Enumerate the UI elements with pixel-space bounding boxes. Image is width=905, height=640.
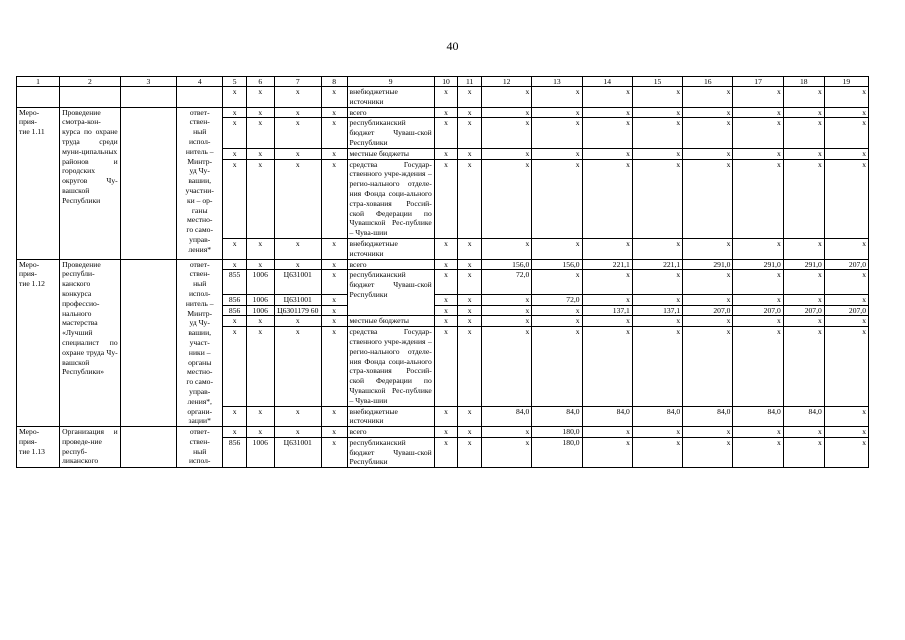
value-cell: x bbox=[481, 107, 531, 118]
value-cell: 291,0 bbox=[683, 259, 733, 270]
event-code: Меро- прия- тие 1.11 bbox=[17, 107, 60, 259]
code-cell: x bbox=[223, 316, 247, 327]
value-cell: x bbox=[683, 294, 733, 305]
value-cell: x bbox=[458, 148, 482, 159]
value-cell: x bbox=[582, 238, 632, 259]
funding-source-cell: республиканский бюджет Чуваш-ской Республики bbox=[347, 118, 434, 148]
code-cell: x bbox=[321, 305, 347, 316]
header-cell: 9 bbox=[347, 77, 434, 87]
value-cell: x bbox=[458, 316, 482, 327]
value-cell: x bbox=[824, 270, 868, 294]
code-cell: x bbox=[223, 406, 247, 427]
funding-source-cell: местные бюджеты bbox=[347, 316, 434, 327]
value-cell: 207,0 bbox=[824, 305, 868, 316]
table-row bbox=[17, 259, 869, 270]
value-cell: x bbox=[582, 327, 632, 406]
value-cell: x bbox=[481, 87, 531, 108]
value-cell: x bbox=[434, 87, 458, 108]
value-cell: x bbox=[824, 427, 868, 438]
value-cell: x bbox=[481, 238, 531, 259]
value-cell: 291,0 bbox=[733, 259, 783, 270]
value-cell: 84,0 bbox=[532, 406, 582, 427]
value-cell: 156,0 bbox=[481, 259, 531, 270]
value-cell: x bbox=[582, 270, 632, 294]
value-cell: x bbox=[683, 148, 733, 159]
code-cell: x bbox=[223, 427, 247, 438]
page-number: 40 bbox=[446, 39, 459, 53]
value-cell: x bbox=[458, 118, 482, 148]
code-cell: x bbox=[223, 259, 247, 270]
code-cell: x bbox=[223, 118, 247, 148]
value-cell: x bbox=[582, 294, 632, 305]
value-cell: x bbox=[582, 107, 632, 118]
code-cell: 855 bbox=[223, 270, 247, 294]
code-cell: x bbox=[321, 159, 347, 238]
value-cell: x bbox=[632, 437, 682, 467]
value-cell: x bbox=[434, 259, 458, 270]
value-cell: x bbox=[532, 87, 582, 108]
value-cell: x bbox=[632, 294, 682, 305]
code-cell: Ц631001 bbox=[274, 437, 321, 467]
value-cell: x bbox=[824, 316, 868, 327]
value-cell: x bbox=[481, 437, 531, 467]
funding-source-cell: местные бюджеты bbox=[347, 148, 434, 159]
header-cell: 8 bbox=[321, 77, 347, 87]
header-cell: 19 bbox=[824, 77, 868, 87]
header-cell: 16 bbox=[683, 77, 733, 87]
value-cell: x bbox=[824, 406, 868, 427]
header-cell: 7 bbox=[274, 77, 321, 87]
value-cell: x bbox=[824, 294, 868, 305]
value-cell: x bbox=[632, 427, 682, 438]
value-cell: x bbox=[434, 437, 458, 467]
code-cell: x bbox=[274, 406, 321, 427]
value-cell: x bbox=[532, 270, 582, 294]
value-cell: 180,0 bbox=[532, 427, 582, 438]
code-cell: x bbox=[246, 159, 274, 238]
event-title: Проведение смотра-кон-курса по охране труда среди муни-ципальных районов и городских округов Чу-вашской Республики bbox=[60, 107, 121, 259]
value-cell: x bbox=[824, 327, 868, 406]
code-cell: x bbox=[274, 259, 321, 270]
value-cell: 84,0 bbox=[481, 406, 531, 427]
value-cell: x bbox=[582, 87, 632, 108]
code-cell: x bbox=[321, 238, 347, 259]
value-cell: x bbox=[458, 406, 482, 427]
value-cell: x bbox=[532, 118, 582, 148]
value-cell: x bbox=[783, 427, 824, 438]
value-cell: 291,0 bbox=[783, 259, 824, 270]
value-cell: 84,0 bbox=[783, 406, 824, 427]
value-cell: x bbox=[733, 427, 783, 438]
code-cell: 856 bbox=[223, 437, 247, 467]
code-cell: x bbox=[246, 238, 274, 259]
value-cell: x bbox=[434, 159, 458, 238]
value-cell: 137,1 bbox=[632, 305, 682, 316]
code-cell: x bbox=[246, 148, 274, 159]
value-cell: 84,0 bbox=[582, 406, 632, 427]
code-cell: x bbox=[321, 294, 347, 305]
code-cell: x bbox=[223, 87, 247, 108]
value-cell: x bbox=[783, 294, 824, 305]
header-cell: 15 bbox=[632, 77, 682, 87]
funding-source-cell: всего bbox=[347, 259, 434, 270]
code-cell: x bbox=[246, 118, 274, 148]
value-cell: x bbox=[683, 427, 733, 438]
code-cell: 1006 bbox=[246, 294, 274, 305]
value-cell: x bbox=[532, 327, 582, 406]
code-cell: x bbox=[274, 327, 321, 406]
event-title: Проведение республи-канского конкурса профессио-нального мастерства «Лучший специалист по охране труда Чу-вашской Республики» bbox=[60, 259, 121, 427]
funding-source-cell: средства Государ-ственного учре-ждения – регио-нального отделе-ния Фонда соци-ального стра-хования Россий-ской Федерации по Чувашской Рес-публике – Чува-шии bbox=[347, 159, 434, 238]
value-cell: x bbox=[683, 107, 733, 118]
value-cell: x bbox=[824, 148, 868, 159]
value-cell: x bbox=[824, 238, 868, 259]
value-cell: x bbox=[632, 270, 682, 294]
code-cell: x bbox=[321, 148, 347, 159]
value-cell: x bbox=[434, 427, 458, 438]
code-cell: x bbox=[223, 159, 247, 238]
value-cell: x bbox=[481, 305, 531, 316]
value-cell: x bbox=[532, 316, 582, 327]
value-cell: x bbox=[783, 238, 824, 259]
header-cell: 13 bbox=[532, 77, 582, 87]
value-cell: x bbox=[458, 327, 482, 406]
empty-cell bbox=[177, 87, 223, 108]
code-cell: 1006 bbox=[246, 305, 274, 316]
code-cell: 856 bbox=[223, 305, 247, 316]
value-cell: x bbox=[434, 305, 458, 316]
value-cell: 221,1 bbox=[632, 259, 682, 270]
event-title: Организация и проведе-ние респуб-ликанского bbox=[60, 427, 121, 468]
code-cell: x bbox=[274, 118, 321, 148]
value-cell: x bbox=[434, 294, 458, 305]
funding-source-cell: всего bbox=[347, 107, 434, 118]
event-executor: ответ- ствен- ный испол- нитель – Минтр- уд Чу- вашии, участни- ки – ор- ганы местно- го само- управ- ления* bbox=[177, 107, 223, 259]
value-cell: 72,0 bbox=[532, 294, 582, 305]
code-cell: Ц631001 bbox=[274, 294, 321, 305]
value-cell: x bbox=[683, 316, 733, 327]
code-cell: x bbox=[274, 316, 321, 327]
budget-table bbox=[16, 76, 869, 468]
code-cell: x bbox=[274, 427, 321, 438]
code-cell: x bbox=[321, 107, 347, 118]
value-cell: x bbox=[632, 118, 682, 148]
value-cell: 207,0 bbox=[683, 305, 733, 316]
header-cell: 6 bbox=[246, 77, 274, 87]
header-cell: 12 bbox=[481, 77, 531, 87]
value-cell: x bbox=[458, 294, 482, 305]
value-cell: x bbox=[632, 107, 682, 118]
value-cell: x bbox=[683, 238, 733, 259]
value-cell: x bbox=[683, 87, 733, 108]
value-cell: x bbox=[632, 159, 682, 238]
code-cell: x bbox=[223, 148, 247, 159]
value-cell: x bbox=[824, 437, 868, 467]
value-cell: 156,0 bbox=[532, 259, 582, 270]
code-cell: x bbox=[246, 427, 274, 438]
header-cell: 2 bbox=[60, 77, 121, 87]
value-cell: x bbox=[824, 118, 868, 148]
funding-source-cell: средства Государ-ственного учре-ждения – регио-нального отделе-ния Фонда соци-ального стра-хования Россий-ской Федерации по Чувашской Рес-публике – Чува-шии bbox=[347, 327, 434, 406]
code-cell: Ц6301179 60 bbox=[274, 305, 321, 316]
value-cell: x bbox=[783, 159, 824, 238]
code-cell: x bbox=[246, 316, 274, 327]
value-cell: x bbox=[532, 107, 582, 118]
code-cell: x bbox=[274, 107, 321, 118]
value-cell: x bbox=[683, 270, 733, 294]
value-cell: x bbox=[458, 270, 482, 294]
funding-source-cell: всего bbox=[347, 427, 434, 438]
value-cell: x bbox=[532, 159, 582, 238]
event-executor: ответ- ствен- ный испол- нитель – Минтр- уд Чу- вашии, участ- ники – органы местно- го само- управ- ления*, органи- зации* bbox=[177, 259, 223, 427]
header-cell: 14 bbox=[582, 77, 632, 87]
value-cell: x bbox=[733, 294, 783, 305]
value-cell: x bbox=[481, 316, 531, 327]
empty-cell bbox=[120, 87, 176, 108]
value-cell: x bbox=[733, 316, 783, 327]
code-cell: x bbox=[246, 327, 274, 406]
value-cell: x bbox=[582, 159, 632, 238]
code-cell: 1006 bbox=[246, 437, 274, 467]
value-cell: 84,0 bbox=[683, 406, 733, 427]
value-cell: x bbox=[733, 437, 783, 467]
header-cell: 11 bbox=[458, 77, 482, 87]
header-row bbox=[17, 77, 869, 87]
header-cell: 10 bbox=[434, 77, 458, 87]
value-cell: x bbox=[532, 148, 582, 159]
header-cell: 4 bbox=[177, 77, 223, 87]
value-cell: x bbox=[434, 406, 458, 427]
code-cell: x bbox=[321, 327, 347, 406]
funding-source-cell: внебюджетные источники bbox=[347, 238, 434, 259]
value-cell: x bbox=[733, 327, 783, 406]
code-cell: x bbox=[246, 406, 274, 427]
value-cell: x bbox=[481, 294, 531, 305]
code-cell: 1006 bbox=[246, 270, 274, 294]
event-code: Меро- прия- тие 1.12 bbox=[17, 259, 60, 427]
header-cell: 3 bbox=[120, 77, 176, 87]
value-cell: 221,1 bbox=[582, 259, 632, 270]
value-cell: x bbox=[481, 327, 531, 406]
code-cell: x bbox=[223, 327, 247, 406]
code-cell: x bbox=[246, 259, 274, 270]
value-cell: x bbox=[481, 118, 531, 148]
code-cell: x bbox=[274, 238, 321, 259]
value-cell: x bbox=[683, 118, 733, 148]
value-cell: x bbox=[824, 107, 868, 118]
value-cell: x bbox=[458, 259, 482, 270]
value-cell: 72,0 bbox=[481, 270, 531, 294]
table-row bbox=[17, 427, 869, 438]
value-cell: x bbox=[683, 159, 733, 238]
value-cell: 207,0 bbox=[733, 305, 783, 316]
value-cell: x bbox=[783, 107, 824, 118]
value-cell: x bbox=[733, 148, 783, 159]
value-cell: x bbox=[434, 148, 458, 159]
header-cell: 18 bbox=[783, 77, 824, 87]
value-cell: x bbox=[481, 159, 531, 238]
value-cell: x bbox=[434, 118, 458, 148]
code-cell: x bbox=[321, 406, 347, 427]
funding-source-cell: республиканский бюджет Чуваш-ской Республики bbox=[347, 437, 434, 467]
code-cell: x bbox=[321, 427, 347, 438]
value-cell: x bbox=[783, 87, 824, 108]
value-cell: x bbox=[458, 305, 482, 316]
code-cell: 856 bbox=[223, 294, 247, 305]
value-cell: 137,1 bbox=[582, 305, 632, 316]
value-cell: x bbox=[582, 118, 632, 148]
code-cell: x bbox=[274, 148, 321, 159]
value-cell: x bbox=[458, 107, 482, 118]
value-cell: x bbox=[783, 118, 824, 148]
value-cell: x bbox=[733, 107, 783, 118]
value-cell: x bbox=[458, 238, 482, 259]
header-cell: 1 bbox=[17, 77, 60, 87]
value-cell: x bbox=[458, 437, 482, 467]
funding-source-cell: внебюджетные источники bbox=[347, 87, 434, 108]
value-cell: x bbox=[632, 238, 682, 259]
empty-cell bbox=[120, 427, 176, 468]
table-row bbox=[17, 107, 869, 118]
value-cell: x bbox=[824, 87, 868, 108]
value-cell: x bbox=[458, 159, 482, 238]
value-cell: x bbox=[783, 316, 824, 327]
value-cell: x bbox=[824, 159, 868, 238]
table-row bbox=[17, 87, 869, 108]
value-cell: x bbox=[733, 159, 783, 238]
funding-source-cell: республиканский бюджет Чуваш-ской Республики bbox=[347, 270, 434, 316]
value-cell: x bbox=[434, 270, 458, 294]
header-cell: 17 bbox=[733, 77, 783, 87]
code-cell: Ц631001 bbox=[274, 270, 321, 294]
value-cell: 84,0 bbox=[733, 406, 783, 427]
value-cell: x bbox=[632, 327, 682, 406]
code-cell: x bbox=[321, 316, 347, 327]
empty-cell bbox=[120, 259, 176, 427]
code-cell: x bbox=[321, 259, 347, 270]
value-cell: x bbox=[632, 87, 682, 108]
code-cell: x bbox=[321, 87, 347, 108]
code-cell: x bbox=[246, 87, 274, 108]
value-cell: x bbox=[783, 327, 824, 406]
value-cell: x bbox=[683, 327, 733, 406]
value-cell: x bbox=[434, 107, 458, 118]
code-cell: x bbox=[223, 107, 247, 118]
code-cell: x bbox=[274, 87, 321, 108]
value-cell: x bbox=[434, 238, 458, 259]
value-cell: 84,0 bbox=[632, 406, 682, 427]
code-cell: x bbox=[321, 437, 347, 467]
value-cell: x bbox=[582, 148, 632, 159]
value-cell: x bbox=[733, 118, 783, 148]
value-cell: 207,0 bbox=[783, 305, 824, 316]
code-cell: x bbox=[274, 159, 321, 238]
value-cell: x bbox=[458, 87, 482, 108]
value-cell: x bbox=[783, 270, 824, 294]
value-cell: x bbox=[632, 316, 682, 327]
code-cell: x bbox=[246, 107, 274, 118]
value-cell: 207,0 bbox=[824, 259, 868, 270]
header-cell: 5 bbox=[223, 77, 247, 87]
funding-source-cell: внебюджетные источники bbox=[347, 406, 434, 427]
value-cell: x bbox=[481, 427, 531, 438]
value-cell: x bbox=[733, 87, 783, 108]
value-cell: x bbox=[683, 437, 733, 467]
code-cell: x bbox=[321, 270, 347, 294]
value-cell: x bbox=[733, 238, 783, 259]
value-cell: x bbox=[783, 437, 824, 467]
value-cell: x bbox=[783, 148, 824, 159]
value-cell: x bbox=[532, 238, 582, 259]
value-cell: 180,0 bbox=[532, 437, 582, 467]
value-cell: x bbox=[458, 427, 482, 438]
value-cell: x bbox=[532, 305, 582, 316]
event-executor: ответ- ствен- ный испол- bbox=[177, 427, 223, 468]
value-cell: x bbox=[582, 316, 632, 327]
empty-cell bbox=[120, 107, 176, 259]
value-cell: x bbox=[632, 148, 682, 159]
value-cell: x bbox=[434, 316, 458, 327]
empty-cell bbox=[60, 87, 121, 108]
value-cell: x bbox=[733, 270, 783, 294]
empty-cell bbox=[17, 87, 60, 108]
code-cell: x bbox=[223, 238, 247, 259]
code-cell: x bbox=[321, 118, 347, 148]
value-cell: x bbox=[582, 437, 632, 467]
value-cell: x bbox=[434, 327, 458, 406]
event-code: Меро- прия- тие 1.13 bbox=[17, 427, 60, 468]
value-cell: x bbox=[582, 427, 632, 438]
value-cell: x bbox=[481, 148, 531, 159]
